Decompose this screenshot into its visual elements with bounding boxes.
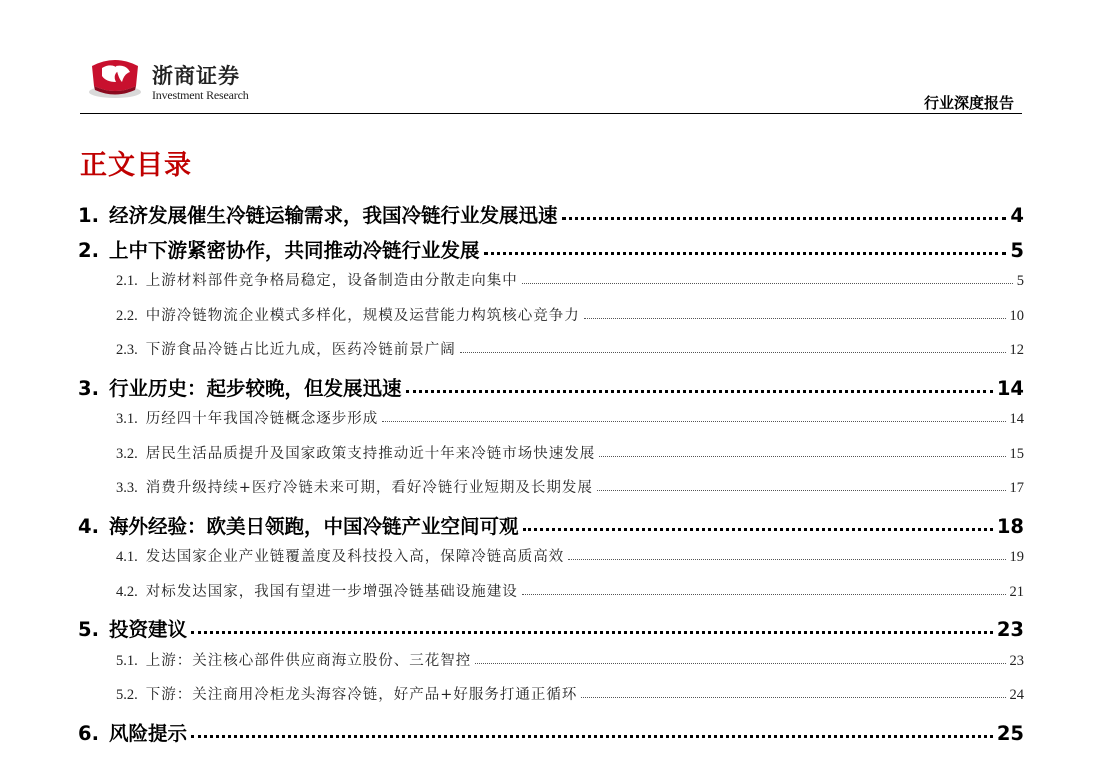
toc-dot-leader xyxy=(191,631,993,634)
toc-entry-title: 消费升级持续+医疗冷链未来可期，看好冷链行业短期及长期发展 xyxy=(145,480,593,496)
toc-entry-title: 风险提示 xyxy=(108,721,187,745)
toc-entry-number: 4.2. xyxy=(116,583,138,600)
toc-dot-leader xyxy=(406,390,993,393)
toc-entry-page-number: 15 xyxy=(1009,445,1024,462)
toc-entry-title: 历经四十年我国冷链概念逐步形成 xyxy=(145,411,379,427)
toc-entry-number: 1. xyxy=(78,204,99,227)
toc-entry-page-number: 10 xyxy=(1009,307,1024,324)
toc-subsection-entry[interactable] xyxy=(78,649,1024,684)
toc-subsection-entry[interactable] xyxy=(78,476,1024,511)
toc-section-entry[interactable] xyxy=(78,614,1024,649)
toc-dot-leader xyxy=(191,735,993,738)
toc-dot-leader xyxy=(522,594,1006,595)
toc-entry-title: 经济发展催生冷链运输需求，我国冷链行业发展迅速 xyxy=(108,204,558,227)
toc-subsection-entry[interactable] xyxy=(78,338,1024,373)
toc-entry-title: 上游材料部件竞争格局稳定，设备制造由分散走向集中 xyxy=(145,273,518,289)
toc-dot-leader xyxy=(597,490,1006,491)
toc-entry-number: 3. xyxy=(78,376,99,400)
toc-section-entry[interactable] xyxy=(78,235,1024,270)
toc-entry-page-number: 19 xyxy=(1009,549,1024,565)
toc-entry-title: 上游：关注核心部件供应商海立股份、三花智控 xyxy=(145,652,472,669)
toc-dot-leader xyxy=(599,456,1005,457)
toc-entry-number: 4.1. xyxy=(116,549,138,565)
zheshang-securities-logo-icon xyxy=(86,52,144,100)
toc-entry-number: 3.2. xyxy=(116,445,138,462)
toc-entry-title: 上中下游紧密协作，共同推动冷链行业发展 xyxy=(108,238,480,262)
toc-entry-title: 行业历史：起步较晚，但发展迅速 xyxy=(108,376,402,400)
toc-entry-page-number: 14 xyxy=(996,376,1024,400)
toc-entry-number: 2. xyxy=(78,238,99,262)
toc-dot-leader xyxy=(568,559,1005,560)
toc-dot-leader xyxy=(484,252,1007,255)
toc-entry-title: 对标发达国家，我国有望进一步增强冷链基础设施建设 xyxy=(145,583,518,600)
toc-section-entry[interactable] xyxy=(78,373,1024,408)
toc-dot-leader xyxy=(523,528,993,531)
toc-title: 正文目录 xyxy=(80,150,192,181)
toc-subsection-entry[interactable] xyxy=(78,269,1024,304)
toc-entry-title: 中游冷链物流企业模式多样化，规模及运营能力构筑核心竞争力 xyxy=(145,307,580,324)
toc-entry-number: 3.1. xyxy=(116,411,138,427)
toc-entry-number: 6. xyxy=(78,721,99,745)
toc-entry-page-number: 23 xyxy=(996,618,1024,641)
toc-subsection-entry[interactable] xyxy=(78,304,1024,339)
toc-subsection-entry[interactable] xyxy=(78,442,1024,477)
toc-dot-leader xyxy=(522,283,1013,284)
toc-entry-page-number: 17 xyxy=(1009,480,1024,496)
brand-name-en: Investment Research xyxy=(152,88,249,102)
header-divider xyxy=(80,113,1022,114)
toc-entry-number: 3.3. xyxy=(116,480,138,496)
toc-entry-page-number: 21 xyxy=(1009,583,1024,600)
toc-entry-page-number: 14 xyxy=(1009,411,1024,427)
toc-entry-number: 5.1. xyxy=(116,652,138,669)
toc-entry-page-number: 4 xyxy=(1010,204,1024,227)
toc-entry-page-number: 18 xyxy=(996,514,1024,538)
toc-entry-page-number: 5 xyxy=(1016,273,1024,289)
toc-dot-leader xyxy=(562,217,1007,220)
toc-section-entry[interactable] xyxy=(78,511,1024,546)
page-header xyxy=(0,0,1102,120)
toc-entry-title: 投资建议 xyxy=(108,618,187,641)
toc-entry-number: 2.2. xyxy=(116,307,138,324)
toc-entry-title: 发达国家企业产业链覆盖度及科技投入高，保障冷链高质高效 xyxy=(145,549,565,565)
toc-subsection-entry[interactable] xyxy=(78,545,1024,580)
toc-dot-leader xyxy=(460,352,1006,353)
toc-dot-leader xyxy=(475,663,1005,664)
toc-entry-page-number: 23 xyxy=(1009,652,1024,669)
toc-subsection-entry[interactable] xyxy=(78,580,1024,615)
toc-dot-leader xyxy=(581,697,1005,698)
toc-dot-leader xyxy=(382,421,1005,422)
toc-entry-page-number: 12 xyxy=(1009,342,1024,358)
toc-entry-number: 5.2. xyxy=(116,687,138,703)
toc-entry-title: 下游：关注商用冷柜龙头海容冷链，好产品+好服务打通正循环 xyxy=(145,687,578,703)
toc-section-entry[interactable] xyxy=(78,200,1024,235)
toc-subsection-entry[interactable] xyxy=(78,683,1024,718)
toc-entry-title: 居民生活品质提升及国家政策支持推动近十年来冷链市场快速发展 xyxy=(145,445,596,462)
brand-name-cn: 浙商证券 xyxy=(152,63,240,88)
toc-entry-title: 海外经验：欧美日领跑，中国冷链产业空间可观 xyxy=(108,514,519,538)
toc-entry-title: 下游食品冷链占比近九成，医药冷链前景广阔 xyxy=(145,342,456,358)
toc-entry-page-number: 24 xyxy=(1009,687,1024,703)
toc-entry-number: 5. xyxy=(78,618,99,641)
toc-entry-number: 4. xyxy=(78,514,99,538)
table-of-contents xyxy=(78,200,1024,752)
toc-entry-number: 2.3. xyxy=(116,342,138,358)
toc-subsection-entry[interactable] xyxy=(78,407,1024,442)
toc-entry-page-number: 5 xyxy=(1010,238,1024,262)
toc-dot-leader xyxy=(584,318,1006,319)
report-type-label: 行业深度报告 xyxy=(923,94,1014,112)
toc-entry-page-number: 25 xyxy=(996,721,1024,745)
toc-section-entry[interactable] xyxy=(78,718,1024,753)
toc-entry-number: 2.1. xyxy=(116,273,138,289)
